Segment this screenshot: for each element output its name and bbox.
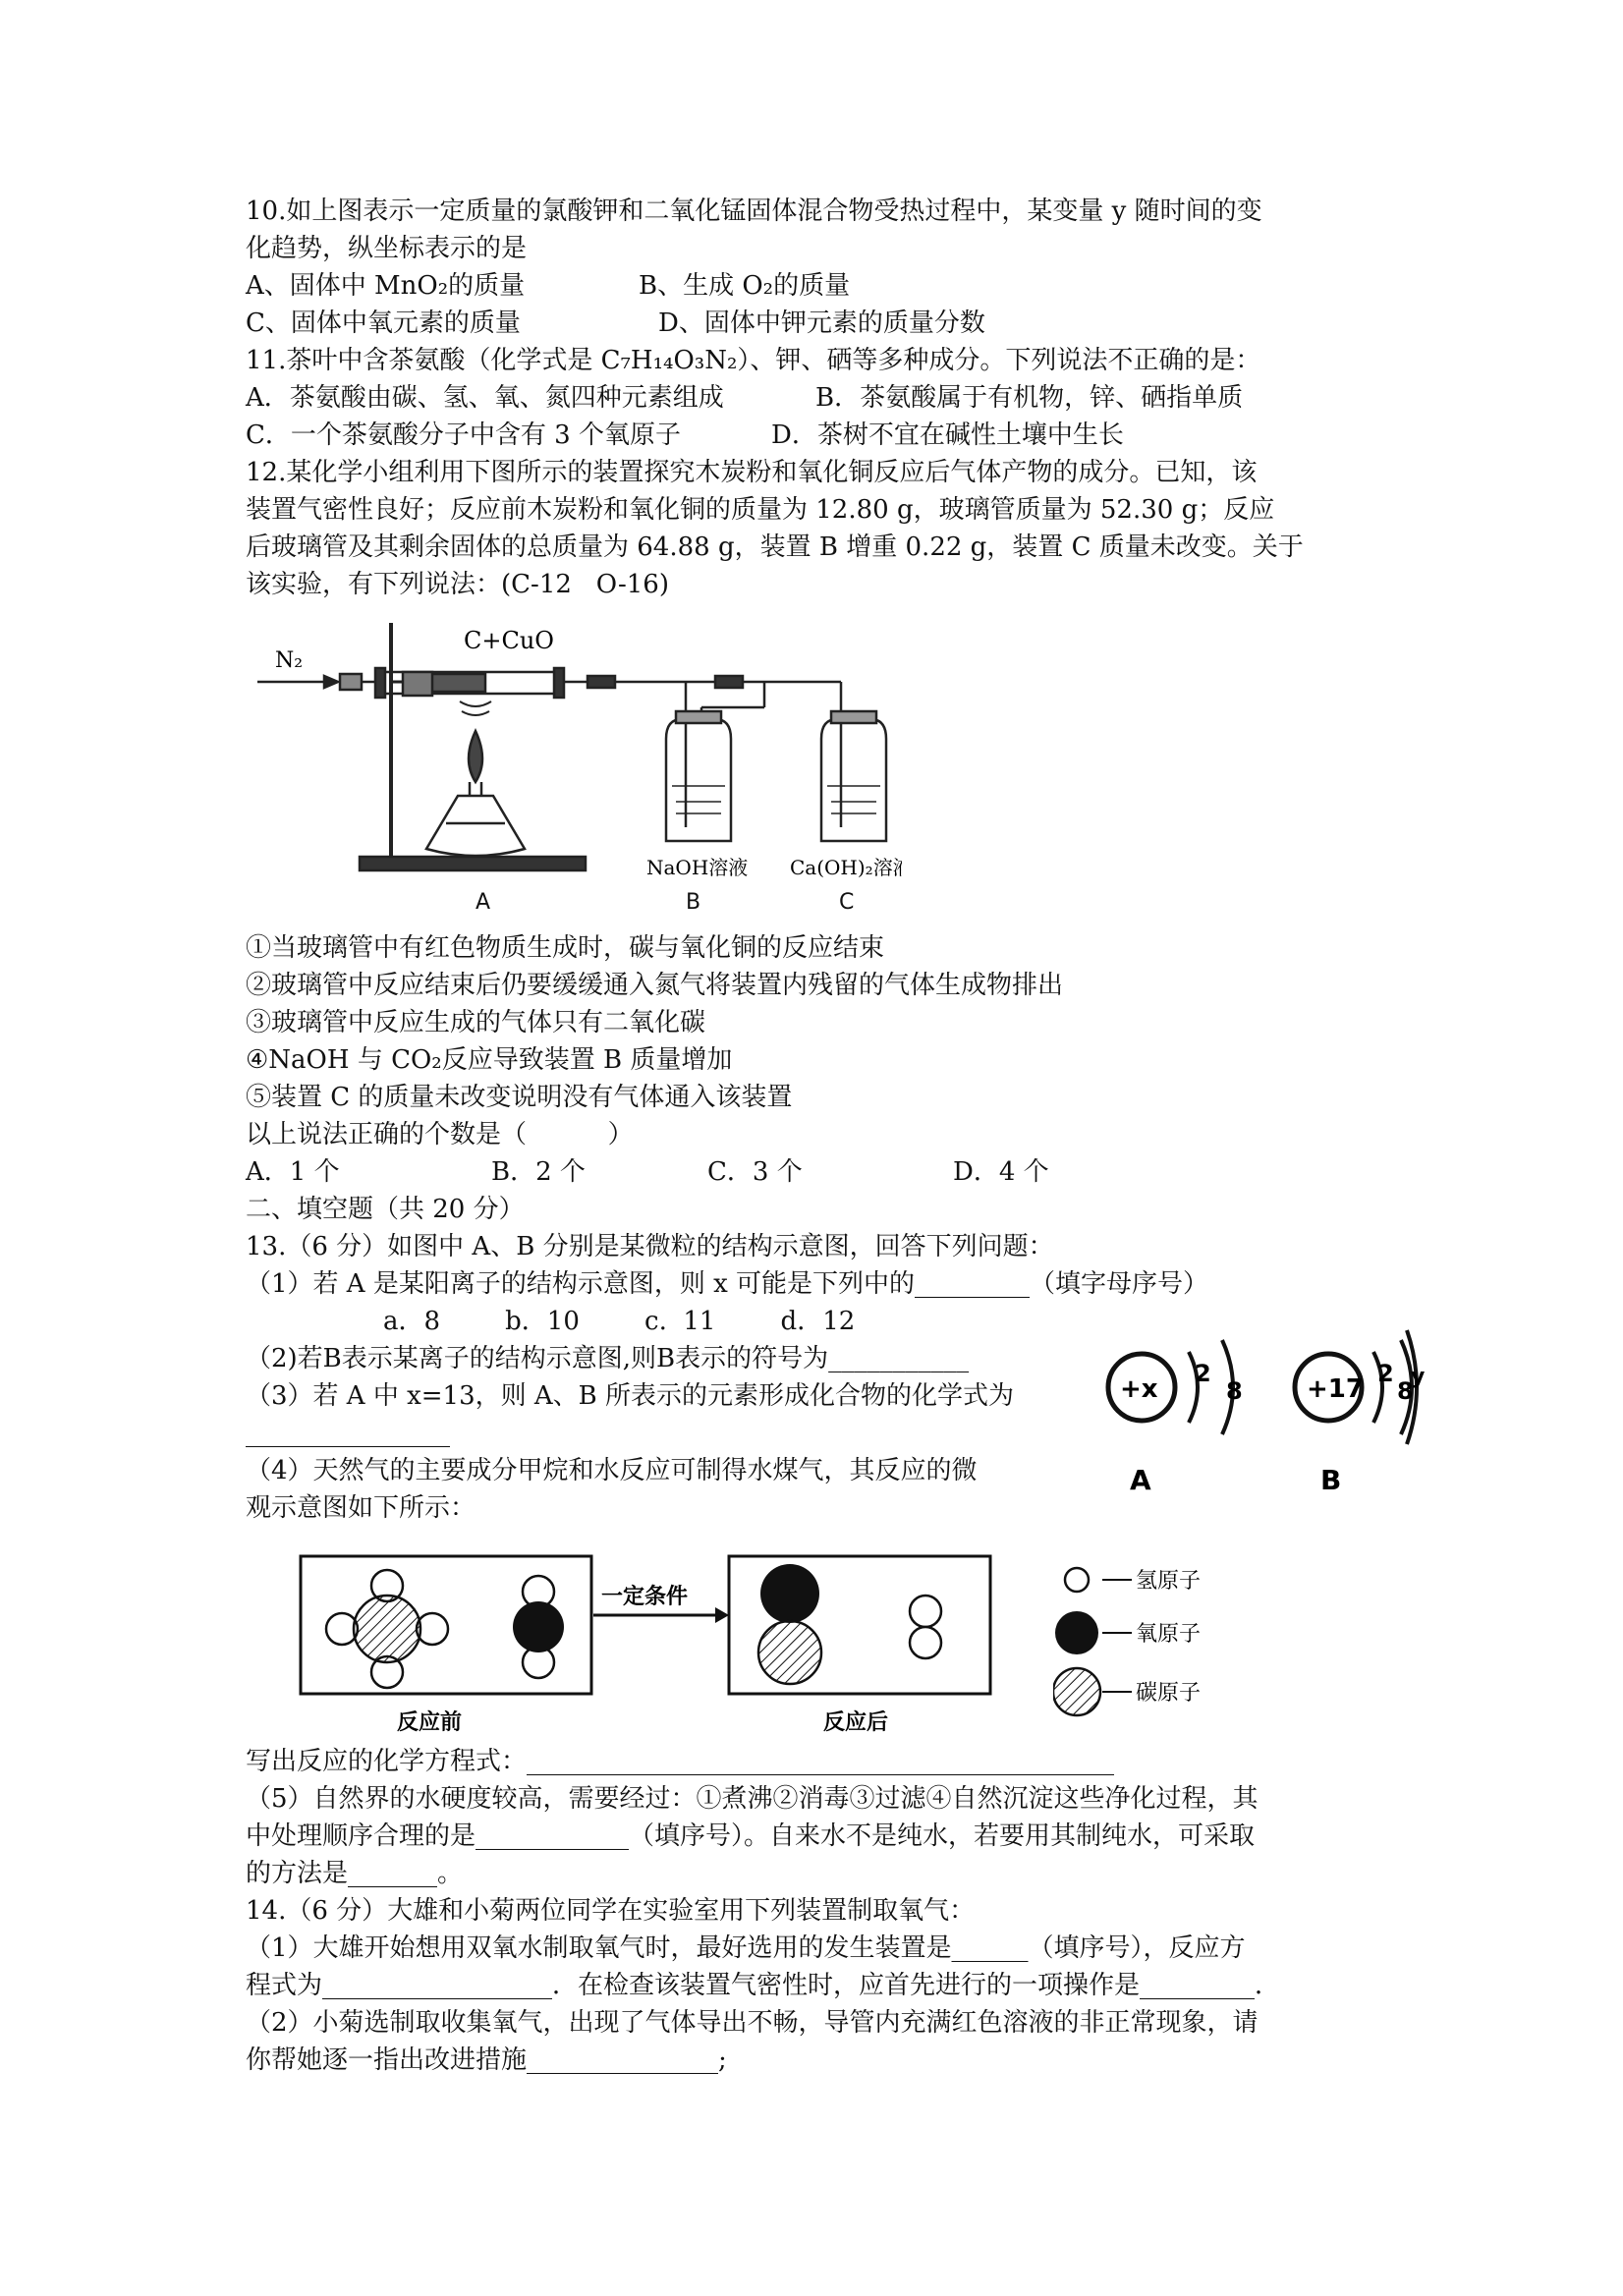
atom-diagrams bbox=[1091, 1318, 1425, 1505]
q13-part-5-line3: 的方法是_______。 bbox=[246, 1859, 464, 1888]
atom-a-nucleus-charge: +x bbox=[1120, 1374, 1158, 1404]
q10-stem-line1: 10.如上图表示一定质量的氯酸钾和二氧化锰固体混合物受热过程中，某变量 y 随时间的变 bbox=[246, 196, 1262, 226]
atom-b-nucleus-charge: +17 bbox=[1307, 1374, 1364, 1404]
q11-option-d: D．茶树不宜在碱性土壤中生长 bbox=[771, 420, 1124, 450]
label-b: B bbox=[686, 890, 701, 915]
q11-option-c: C．一个茶氨酸分子中含有 3 个氧原子 bbox=[246, 420, 681, 450]
water-oxygen bbox=[513, 1601, 564, 1652]
q13-part-1-options: a．8 b．10 c. 11 d．12 bbox=[383, 1307, 856, 1336]
co-oxygen bbox=[760, 1564, 819, 1623]
q12-option-c: C．3 个 bbox=[707, 1157, 803, 1187]
q12-statement-2: ②玻璃管中反应结束后仍要缓缓通入氮气将装置内残留的气体生成物排出 bbox=[246, 971, 1064, 1000]
q10-stem-line2: 化趋势，纵坐标表示的是 bbox=[246, 234, 528, 263]
q14-part-2-line2: 你帮她逐一指出改进措施_______________; bbox=[246, 2045, 727, 2075]
apparatus-svg bbox=[253, 613, 902, 888]
q13-atoms-block bbox=[246, 1340, 1425, 1527]
ring-stand-base bbox=[360, 857, 586, 870]
bottle-c bbox=[821, 719, 886, 841]
q14-part-1-line1: （1）大雄开始想用双氧水制取氧气时，最好选用的发生装置是______（填序号），反应方 bbox=[246, 1933, 1246, 1963]
q12-statement-1: ①当玻璃管中有红色物质生成时，碳与氧化铜的反应结束 bbox=[246, 933, 885, 963]
q13-part-1: （1）若 A 是某阳离子的结构示意图，则 x 可能是下列中的_________（填字母序号） bbox=[246, 1269, 1209, 1299]
q12-statement-4: ④NaOH 与 CO₂反应导致装置 B 质量增加 bbox=[246, 1045, 733, 1075]
before-label: 反应前 bbox=[397, 1710, 463, 1735]
section-title-fill-in: 二、填空题（共 20 分） bbox=[246, 1195, 525, 1224]
atom-b-label: B bbox=[1320, 1464, 1342, 1496]
bottle-b-reagent: NaOH溶液 bbox=[646, 856, 749, 879]
q12-statement-3: ③玻璃管中反应生成的气体只有二氧化碳 bbox=[246, 1008, 706, 1037]
bottle-c-reagent: Ca(OH)₂溶液 bbox=[790, 856, 902, 879]
q12-option-b: B．2 个 bbox=[491, 1157, 586, 1187]
q13-part-5-line2: 中处理顺序合理的是____________（填序号）。自来水不是纯水，若要用其制纯水，可采取 bbox=[246, 1821, 1256, 1851]
q11-options-ab bbox=[246, 379, 1395, 417]
q10-option-d: D、固体中钾元素的质量分数 bbox=[658, 308, 985, 338]
exam-page bbox=[246, 193, 1425, 2079]
q14-part-1-line2: 程式为__________________．在检查该装置气密性时，应首先进行的一项操作是_________． bbox=[246, 1971, 1281, 2000]
after-label: 反应后 bbox=[823, 1710, 889, 1735]
atom-legend bbox=[1053, 1556, 1269, 1723]
legend-carbon: 碳原子 bbox=[1136, 1681, 1202, 1706]
apparatus-diagram bbox=[253, 613, 902, 915]
atom-b-shell3: y bbox=[1411, 1365, 1425, 1389]
alcohol-lamp bbox=[426, 796, 525, 856]
bottle-b bbox=[666, 719, 731, 841]
reaction-condition: 一定条件 bbox=[601, 1585, 689, 1609]
q12-option-a: A．1 个 bbox=[246, 1157, 340, 1187]
q12-options bbox=[246, 1153, 1395, 1191]
label-a: A bbox=[476, 890, 491, 915]
q12-stem-line3: 后玻璃管及其剩余固体的总质量为 64.88 g，装置 B 增重 0.22 g，装置 C 质量未改变。关于 bbox=[246, 532, 1304, 562]
legend-hydrogen: 氢原子 bbox=[1136, 1569, 1202, 1594]
gas-label: N₂ bbox=[275, 648, 304, 673]
q12-stem-line4: 该实验，有下列说法：(C-12 O-16) bbox=[246, 570, 669, 599]
tube-label: C+CuO bbox=[464, 627, 554, 654]
methane-carbon bbox=[354, 1596, 420, 1662]
q10-option-a: A、固体中 MnO₂的质量 bbox=[246, 271, 526, 301]
q10-option-c: C、固体中氧元素的质量 bbox=[246, 308, 521, 338]
q13-part-3-blank: ________________ bbox=[246, 1419, 450, 1448]
q13-part-4-line1: （4）天然气的主要成分甲烷和水反应可制得水煤气，其反应的微 bbox=[246, 1456, 978, 1485]
q13-part-3: （3）若 A 中 x=13，则 A、B 所表示的元素形成化合物的化学式为 bbox=[246, 1381, 1015, 1411]
tube-reagent bbox=[426, 674, 485, 692]
q13-equation: 写出反应的化学方程式：______________________________________________ bbox=[246, 1747, 1115, 1776]
q12-ask: 以上说法正确的个数是（ ） bbox=[246, 1120, 634, 1149]
q13-part-5-line1: （5）自然界的水硬度较高，需要经过：①煮沸②消毒③过滤④自然沉淀这些净化过程，其 bbox=[246, 1784, 1259, 1814]
atom-a-shell2: 8 bbox=[1226, 1377, 1243, 1405]
q12-statement-5: ⑤装置 C 的质量未改变说明没有气体通入该装置 bbox=[246, 1083, 793, 1112]
q11-options-cd bbox=[246, 417, 1395, 454]
reaction-diagram bbox=[299, 1546, 1006, 1743]
q13-part-4-line2: 观示意图如下所示： bbox=[246, 1493, 476, 1523]
label-c: C bbox=[839, 890, 855, 915]
q12-stem-line2: 装置气密性良好；反应前木炭粉和氧化铜的质量为 12.80 g，玻璃管质量为 52.30 g；反应 bbox=[246, 495, 1275, 525]
n2-arrowhead bbox=[324, 676, 338, 688]
q13-stem: 13.（6 分）如图中 A、B 分别是某微粒的结构示意图，回答下列问题： bbox=[246, 1232, 1054, 1261]
q10-options-cd bbox=[246, 305, 1395, 342]
q12-stem-line1: 12.某化学小组利用下图所示的装置探究木炭粉和氧化铜反应后气体产物的成分。已知，该 bbox=[246, 458, 1258, 487]
q13-part-2: （2)若B表示某离子的结构示意图,则B表示的符号为___________ bbox=[246, 1344, 970, 1373]
q14-part-2-line1: （2）小菊选制取收集氧气，出现了气体导出不畅，导管内充满红色溶液的非正常现象，请 bbox=[246, 2008, 1259, 2038]
q11-option-b: B．茶氨酸属于有机物，锌、硒指单质 bbox=[815, 383, 1244, 413]
q12-option-d: D．4 个 bbox=[953, 1157, 1049, 1187]
q11-stem: 11.茶叶中含茶氨酸（化学式是 C₇H₁₄O₃N₂）、钾、硒等多种成分。下列说法不正确的是： bbox=[246, 346, 1261, 375]
q10-options-ab bbox=[246, 267, 1395, 305]
inlet-clamp bbox=[340, 674, 362, 690]
co-carbon bbox=[758, 1621, 821, 1684]
atom-a-label: A bbox=[1130, 1464, 1151, 1496]
legend-oxygen: 氧原子 bbox=[1136, 1622, 1202, 1647]
atom-b-shell2: 8 bbox=[1397, 1377, 1414, 1405]
atom-a-shell1: 2 bbox=[1195, 1360, 1211, 1387]
q14-stem: 14.（6 分）大雄和小菊两位同学在实验室用下列装置制取氧气： bbox=[246, 1896, 976, 1926]
atom-b-shell1: 2 bbox=[1377, 1360, 1394, 1387]
q10-option-b: B、生成 O₂的质量 bbox=[639, 271, 851, 301]
flame bbox=[469, 731, 482, 782]
q11-option-a: A．茶氨酸由碳、氢、氧、氮四种元素组成 bbox=[246, 383, 724, 413]
